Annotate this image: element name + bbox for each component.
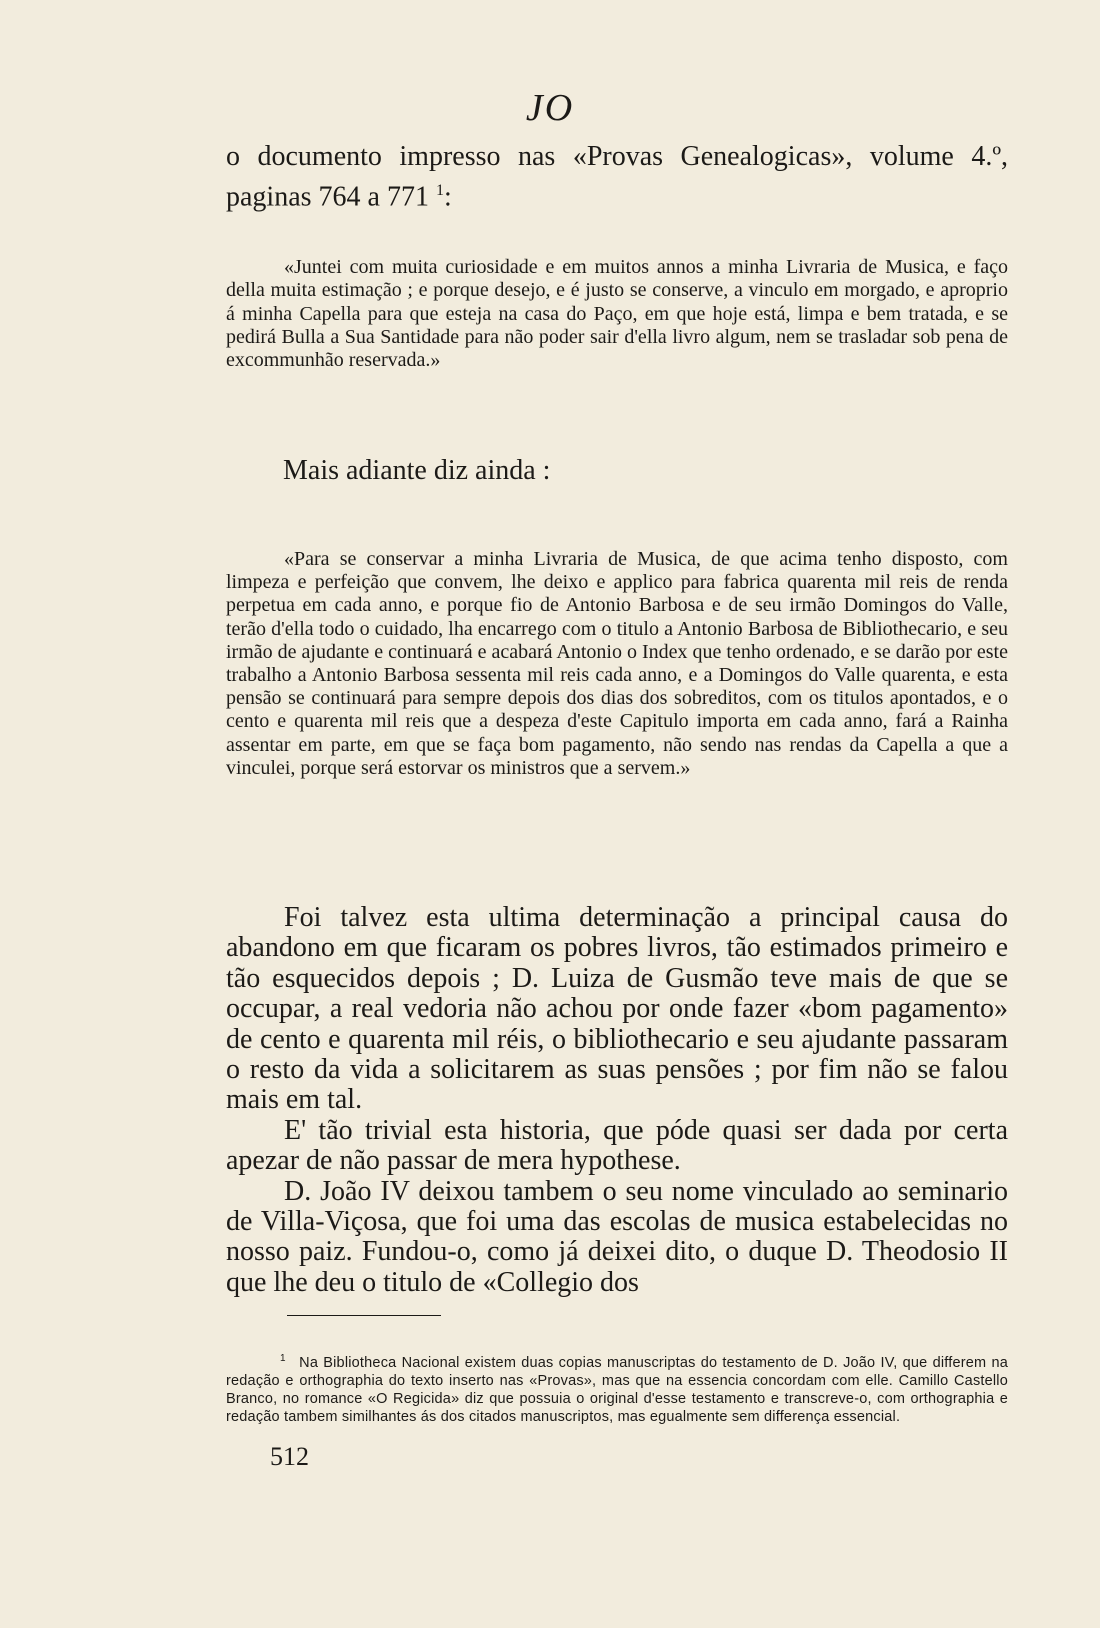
- quoted-passage-conservar: «Para se conservar a minha Livraria de Musica, de que acima tenho disposto, com limpeza e perfeição que convem, lhe deixo e applico para fabrica quarenta mil reis de renda perpetua em cada anno, e porque fio de Antonio Barbosa e de seu irmão Domingos do Valle, terão d'ella todo o cuidado, lha encarrego com o titulo a Antonio Barbosa de Bibliothecario, e seu irmão de ajudante e continuará e acabará Antonio o Index que tenho ordenado, e se darão por este trabalho a Antonio Barbosa sessenta mil reis cada anno, e a Domingos do Valle quarenta, e esta pensão se continuará para sempre depois dos dias dos sobreditos, com os titulos apontados, e o cento e quarenta mil reis que a despeza d'este Capitulo importa em cada anno, fará a Rainha assentar em parte, em que se faça bom pagamento, não sendo nas rendas da Capella a que a vinculei, porque será estorvar os ministros que a servem.»: [226, 548, 1008, 779]
- running-header: JO: [525, 87, 575, 129]
- quoted-passage-livraria: «Juntei com muita curiosidade e em muitos annos a minha Livraria de Musica, e faço della muita estimação ; e porque desejo, e é justo se conserve, a vinculo em morgado, e aproprio á minha Capella para que esteja na casa do Paço, em que hoje está, limpa e bem tratada, e se pedirá Bulla a Sua Santidade para não poder sair d'ella livro algum, nem se trasladar sob pena de excommunhão reservada.»: [226, 256, 1008, 372]
- intro-text: o documento impresso nas «Provas Genealogicas», volume 4.º, paginas 764 a 771: [226, 141, 1008, 213]
- body-paragraph: D. João IV deixou tambem o seu nome vinculado ao seminario de Villa-Viçosa, que foi uma das escolas de musica estabelecidas no nosso paiz. Fundou-o, como já deixei dito, o duque D. Theodosio II que lhe deu o titulo de «Collegio dos: [226, 1175, 1008, 1298]
- main-text: [226, 903, 1008, 1298]
- page-number: 512: [270, 1442, 309, 1471]
- footnote-divider: [287, 1315, 441, 1316]
- footnote-number: 1: [280, 1353, 286, 1364]
- body-paragraph: Foi talvez esta ultima determinação a principal causa do abandono em que ficaram os pobres livros, tão estimados primeiro e tão esquecidos depois ; D. Luiza de Gusmão teve mais de que se occupar, a real vedoria não achou por onde fazer «bom pagamento» de cento e quarenta mil réis, o bibliothecario e seu ajudante passaram o resto da vida a solicitarem as suas pensões ; por fim não se falou mais em tal.: [226, 902, 1008, 1116]
- transition-line: Mais adiante diz ainda :: [283, 455, 551, 486]
- intro-paragraph: [226, 140, 1008, 214]
- body-paragraph: E' tão trivial esta historia, que póde quasi ser dada por certa apezar de não passar de mera hypothese.: [226, 1114, 1008, 1177]
- footnote-text: Na Bibliotheca Nacional existem duas copias manuscriptas do testamento de D. João IV, que differem na redação e orthographia do texto inserto nas «Provas», mas que na essencia concordam com elle. Camillo Castello Branco, no romance «O Regicida» diz que possuia o original d'esse testamento e transcreve-o, com orthographia e redação tambem similhantes ás dos citados manuscriptos, mas egualmente sem differença essencial.: [226, 1354, 1008, 1425]
- footnote: [226, 1350, 1008, 1426]
- intro-tail: :: [443, 181, 452, 213]
- footnote-reference: 1: [435, 182, 444, 199]
